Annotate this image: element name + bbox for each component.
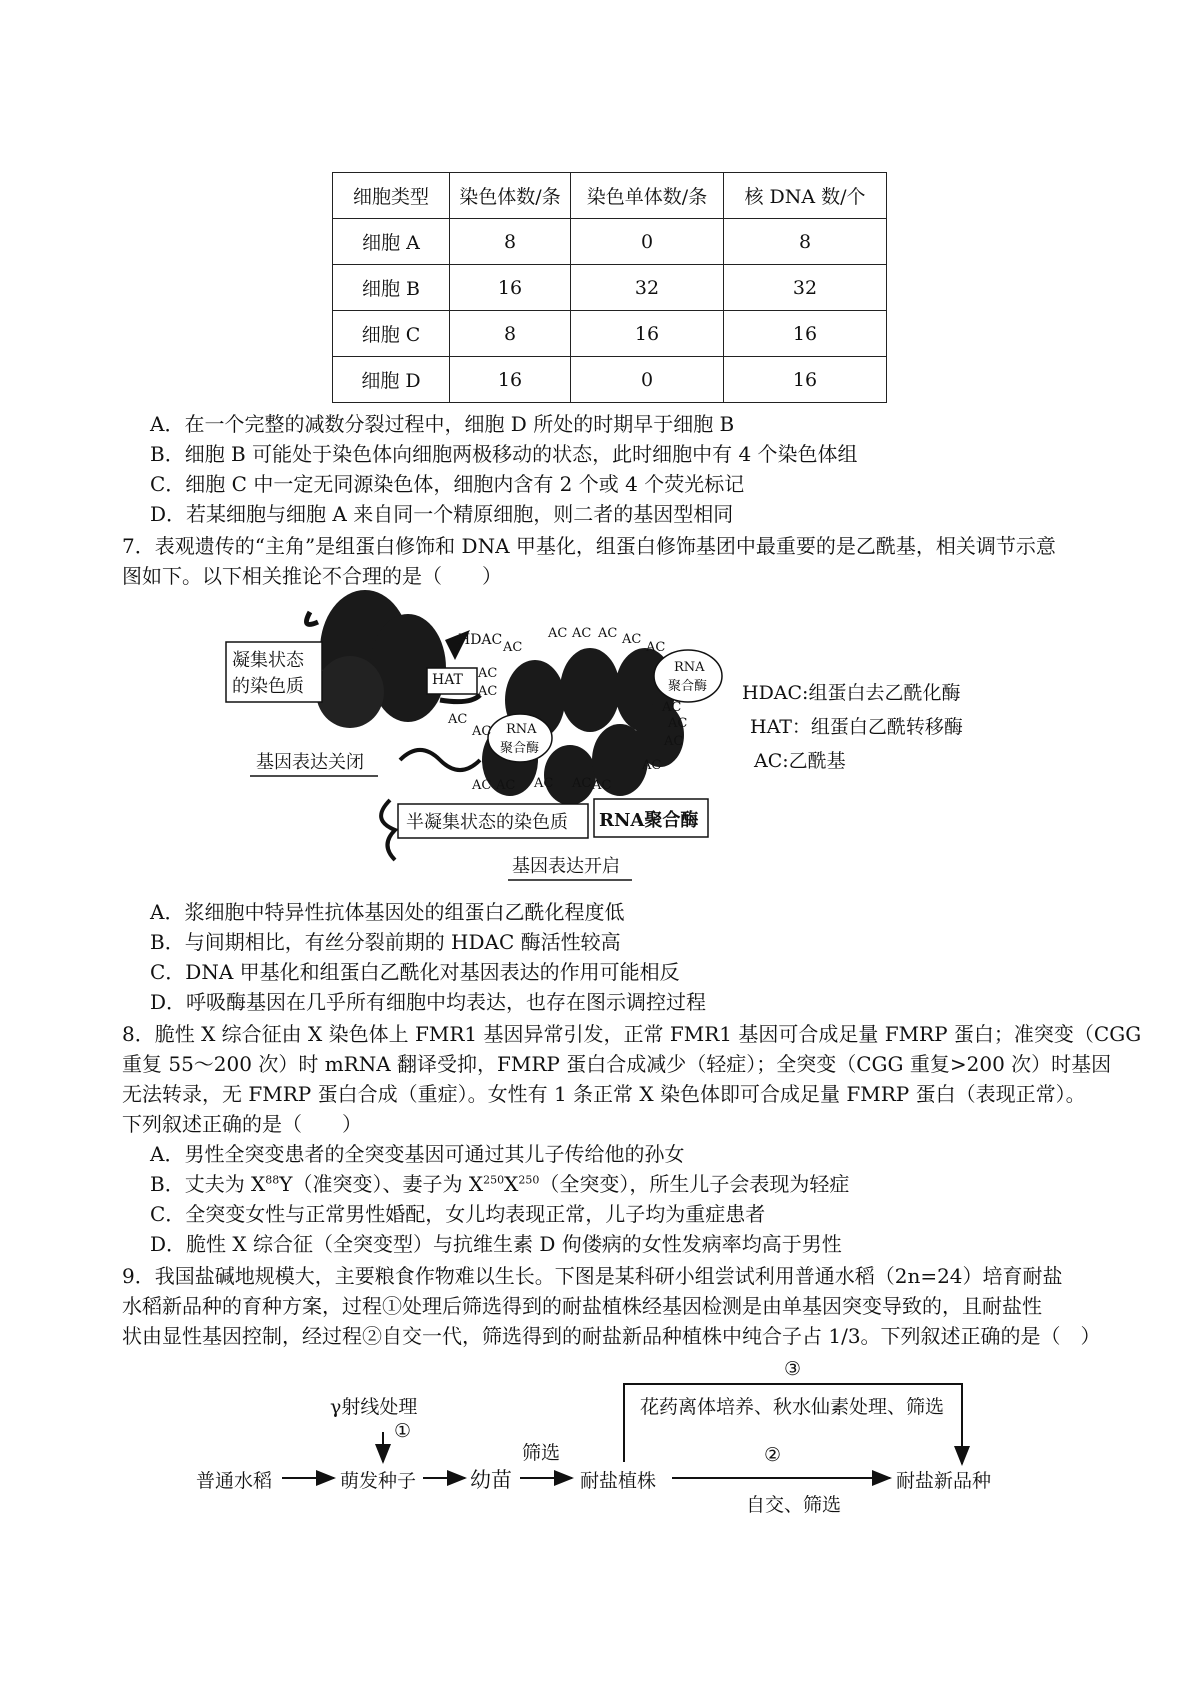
acetyl-tag: AC (472, 778, 492, 793)
hat-label: HAT (432, 672, 463, 688)
q7-option-c: C．DNA 甲基化和组蛋白乙酰化对基因表达的作用可能相反 (150, 960, 680, 984)
table-cell: 16 (724, 311, 887, 357)
acetyl-tag: AC (496, 778, 516, 793)
semi-condensed-label: 半凝集状态的染色质 (406, 812, 568, 833)
table-cell: 8 (450, 219, 571, 265)
q8-stem-line4: 下列叙述正确的是（ ） (122, 1112, 362, 1136)
legend-ac: AC:乙酰基 (754, 750, 846, 772)
q8-stem-line2: 重复 55～200 次）时 mRNA 翻译受抑，FMRP 蛋白合成减少（轻症）；全突变（CGG 重复>200 次）时基因 (122, 1052, 1112, 1076)
flow-gamma: γ射线处理 (330, 1396, 418, 1418)
q8-option-b-part: （全突变），所生儿子会表现为轻症 (539, 1172, 850, 1196)
acetyl-tag: AC (572, 626, 592, 641)
acetyl-tag: AC (598, 626, 618, 641)
flow-seed: 萌发种子 (340, 1470, 417, 1492)
table-cell: 16 (450, 357, 571, 403)
table-cell: 16 (450, 265, 571, 311)
table-header-cell: 染色体数/条 (450, 173, 571, 219)
q9-stem-line2: 水稻新品种的育种方案，过程①处理后筛选得到的耐盐植株经基因检测是由单基因突变导致的，且耐盐性 (122, 1294, 1042, 1318)
rna-bubble-1-line2: 聚合酶 (668, 679, 708, 694)
acetyl-tag: AC (478, 666, 498, 681)
acetyl-tag: AC (646, 640, 666, 655)
flow-result: 耐盐新品种 (896, 1470, 992, 1492)
q8-option-a: A．男性全突变患者的全突变基因可通过其儿子传给他的孙女 (150, 1142, 685, 1166)
gene-on-label: 基因表达开启 (512, 856, 620, 877)
q8-option-d: D．脆性 X 综合征（全突变型）与抗维生素 D 佝偻病的女性发病率均高于男性 (150, 1232, 842, 1256)
rna-bubble-2-line2: 聚合酶 (500, 741, 540, 756)
acetyl-tag: AC (503, 640, 523, 655)
acetyl-tag: AC (572, 776, 592, 791)
legend-hdac: HDAC:组蛋白去乙酰化酶 (742, 682, 961, 704)
condensed-label-line1: 凝集状态 (232, 650, 304, 671)
table-cell: 细胞 A (333, 219, 450, 265)
q8-stem-line3: 无法转录，无 FMRP 蛋白合成（重症）。女性有 1 条正常 X 染色体即可合成足量 FMRP 蛋白（表现正常）。 (122, 1082, 1086, 1106)
table-cell: 细胞 D (333, 357, 450, 403)
table-cell: 16 (571, 311, 724, 357)
flow-step3: ③ (784, 1358, 802, 1380)
flow-plant: 耐盐植株 (580, 1470, 657, 1492)
acetyl-tag: AC (448, 712, 468, 727)
flow-step2: ② (764, 1444, 782, 1466)
acetyl-tag: AC (664, 734, 684, 749)
acetyl-tag: AC (668, 716, 688, 731)
table-header-cell: 核 DNA 数/个 (724, 173, 887, 219)
q7-stem-line1: 7．表观遗传的“主角”是组蛋白修饰和 DNA 甲基化，组蛋白修饰基团中最重要的是乙酰基，相关调节示意 (122, 534, 1056, 558)
table-cell: 8 (724, 219, 887, 265)
hdac-label: HDAC (458, 632, 503, 648)
legend-hat: HAT：组蛋白乙酰转移酶 (750, 716, 963, 738)
table-cell: 32 (571, 265, 724, 311)
flow-anther: 花药离体培养、秋水仙素处理、筛选 (640, 1396, 945, 1418)
q8-option-c: C．全突变女性与正常男性婚配，女儿均表现正常，儿子均为重症患者 (150, 1202, 766, 1226)
q8-option-b-part: Y（准突变）、妻子为 X (279, 1172, 484, 1196)
table-cell: 0 (571, 357, 724, 403)
condensed-label-line2: 的染色质 (232, 676, 304, 697)
acetyl-tag: AC (642, 758, 662, 773)
q6-option-a: A．在一个完整的减数分裂过程中，细胞 D 所处的时期早于细胞 B (150, 412, 735, 436)
q8-option-b-part: B．丈夫为 X (150, 1172, 266, 1196)
acetyl-tag: AC (472, 724, 492, 739)
acetyl-tag: AC (548, 626, 568, 641)
q6-option-c: C．细胞 C 中一定无同源染色体，细胞内含有 2 个或 4 个荧光标记 (150, 472, 745, 496)
q9-stem-line1: 9．我国盐碱地规模大，主要粮食作物难以生长。下图是某科研小组尝试利用普通水稻（2n=24）培育耐盐 (122, 1264, 1063, 1288)
acetyl-tag: AC (662, 700, 682, 715)
q6-option-b: B．细胞 B 可能处于染色体向细胞两极移动的状态，此时细胞中有 4 个染色体组 (150, 442, 858, 466)
q7-option-b: B．与间期相比，有丝分裂前期的 HDAC 酶活性较高 (150, 930, 621, 954)
acetyl-tag: AC (622, 632, 642, 647)
table-header-cell: 细胞类型 (333, 173, 450, 219)
table-header-cell: 染色单体数/条 (571, 173, 724, 219)
acetyl-tag: AC (534, 776, 554, 791)
flow-seedling: 幼苗 (470, 1468, 512, 1492)
q7-stem-line2: 图如下。以下相关推论不合理的是（ ） (122, 564, 502, 588)
q8-option-b-sup: 250 (518, 1173, 540, 1187)
rnap-label: RNA聚合酶 (599, 810, 699, 831)
q8-option-b-sup: 250 (483, 1173, 505, 1187)
table-cell: 8 (450, 311, 571, 357)
acetyl-tag: AC (478, 684, 498, 699)
flow-start: 普通水稻 (196, 1470, 273, 1492)
flow-self: 自交、筛选 (746, 1494, 842, 1516)
q8-stem-line1: 8．脆性 X 综合征由 X 染色体上 FMR1 基因异常引发，正常 FMR1 基因可合成足量 FMRP 蛋白；准突变（CGG (122, 1022, 1142, 1046)
q7-option-a: A．浆细胞中特异性抗体基因处的组蛋白乙酰化程度低 (150, 900, 625, 924)
q6-option-d: D．若某细胞与细胞 A 来自同一个精原细胞，则二者的基因型相同 (150, 502, 734, 526)
gene-off-label: 基因表达关闭 (256, 752, 364, 773)
acetyl-tag: AC (592, 778, 612, 793)
table-cell: 16 (724, 357, 887, 403)
q8-option-b-part: X (504, 1172, 519, 1196)
table-cell: 0 (571, 219, 724, 265)
flow-screen: 筛选 (522, 1442, 561, 1464)
rna-bubble-1-line1: RNA (674, 660, 705, 675)
table-cell: 32 (724, 265, 887, 311)
flow-step1: ① (394, 1420, 412, 1442)
q8-option-b-sup: 88 (265, 1173, 280, 1187)
q9-stem-line3: 状由显性基因控制，经过程②自交一代，筛选得到的耐盐新品种植株中纯合子占 1/3。下列叙述正确的是（ ） (122, 1324, 1101, 1348)
table-cell: 细胞 B (333, 265, 450, 311)
table-cell: 细胞 C (333, 311, 450, 357)
q7-option-d: D．呼吸酶基因在几乎所有细胞中均表达，也存在图示调控过程 (150, 990, 707, 1014)
rna-bubble-2-line1: RNA (506, 722, 537, 737)
